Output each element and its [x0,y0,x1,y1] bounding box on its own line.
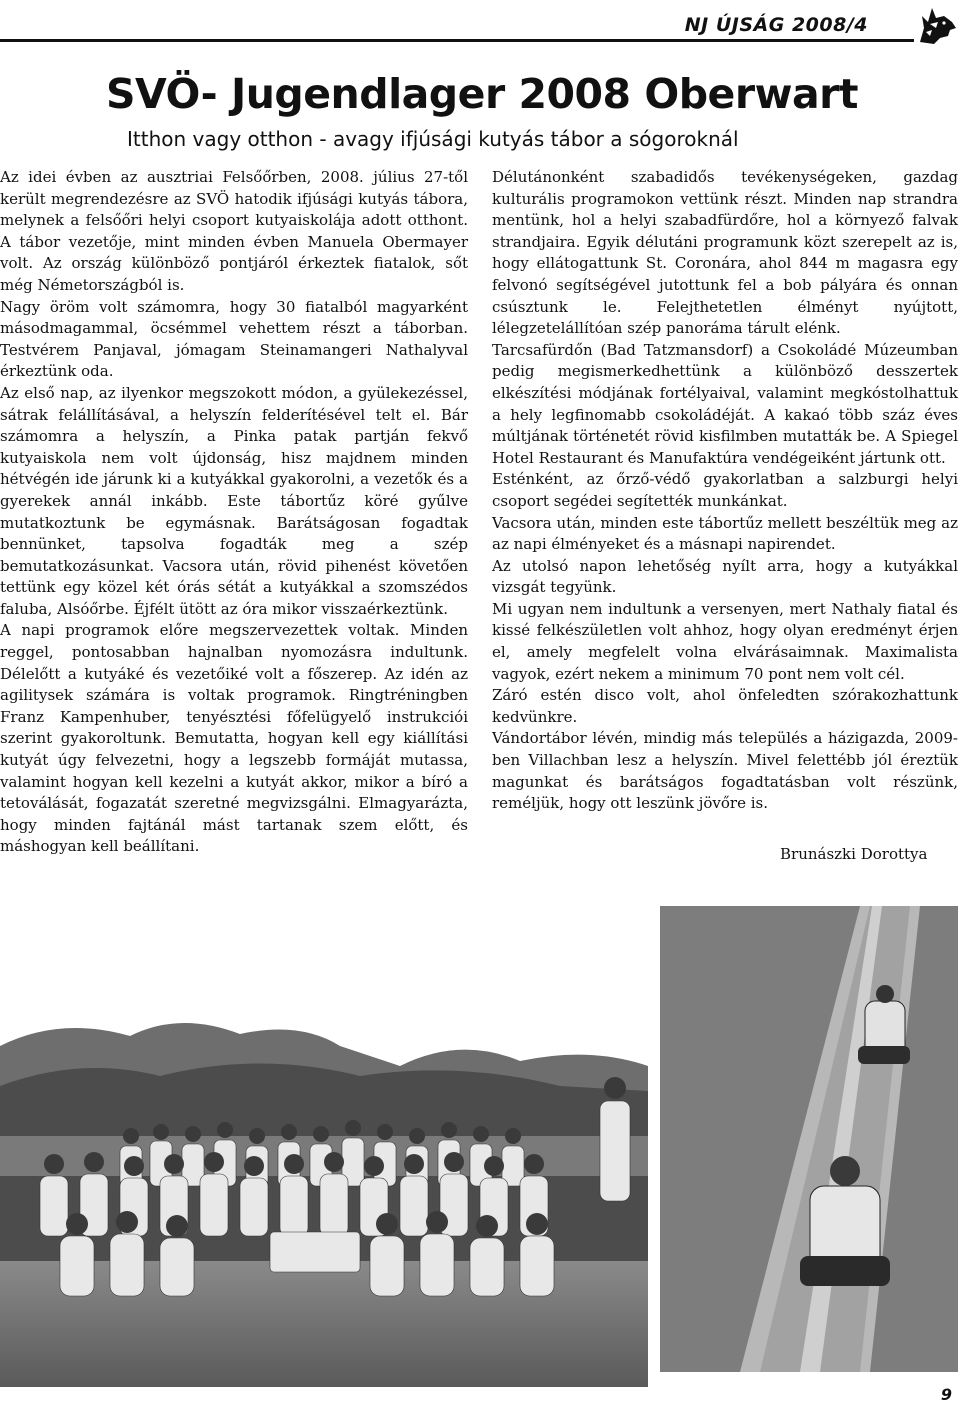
paragraph: Az első nap, az ilyenkor megszokott módon, a gyülekezéssel, sátrak felállításával, a helyszín felderítésével telt el. Bár számomra a helyszín, a Pinka patak partján fekvő kutyaiskola nem volt újdonság, hisz majdnem minden hétvégén ide járunk ki a kutyákkal gyakorolni, a vezetők és a gyerekek annál inkább. Este tábortűz köré gyűlve mutatkoztunk be egymásnak. Barátságosan fogadtak bennünket, tapsolva fogadták meg a szép bemutatkozásunkat. Vacsora után, rövid pihenést követően tettünk egy közel két órás sétát a kutyákkal a szomszédos faluba, Alsóőrbe. Éjfélt ütött az óra mikor visszaérkeztünk. [0,383,468,618]
paragraph: A napi programok előre megszervezettek voltak. Minden reggel, pontosabban hajnalban nyomozásra indultunk. Délelőtt a kutyáké és vezetőiké volt a főszerep. Az idén az agilitysek számára is voltak programok. Ringtréningben Franz Kampenhuber, tenyésztési főfelügyelő instrukciói szerint gyakoroltunk. Bemutatta, hogyan kell egy kiállítási kutyát úgy felvezetni, hogy a legszebb formáját mutassa, valamint hogyan kell kezelni a kutyát akkor, mikor a bíró a tetoválását, fogazatát szeretné megvizsgálni. Elmagyarázta, hogy minden fajtánál mást tartanak szem előtt, és máshogyan kell beállítani. [0,621,468,856]
paragraph: Esténként, az őrző-védő gyakorlatban a salzburgi helyi csoport segédei segítették munkánkat. [492,470,958,510]
publication-title: NJ ÚJSÁG 2008/4 [684,14,868,36]
paragraph: Mi ugyan nem indultunk a versenyen, mert Nathaly fiatal és kissé felkészületlen volt ahhoz, hogy olyan eredményt érjen el, amely megfelelt volna elvárásaimnak. Maximalista vagyok, ezért nekem a minimum 70 pont nem volt cél. [492,599,958,683]
dog-head-icon [914,2,958,46]
paragraph: Tarcsafürdőn (Bad Tatzmansdorf) a Csokoládé Múzeumban pedig megismerkedhettünk a különböző desszertek elkészítési módjának fortélyaival, valamint megkóstolhattuk a hely legfinomabb csokoládéját. A kakaó több száz éves múltjának történetét rövid kisfilmben mutatták be. A Spiegel Hotel Restaurant és Manufaktúra vendégeiként jártunk ott. [492,340,958,467]
left-column [0,167,468,858]
paragraph: Vacsora után, minden este tábortűz mellett beszéltük meg az az napi élményeket és a másnapi napirendet. [492,513,958,554]
bobsled-photo [660,906,958,1372]
paragraph: Vándortábor lévén, mindig más település a házigazda, 2009-ben Villachban lesz a helyszín. Mivel felettébb jól éreztük magunkat és barátságos fogadtatásban volt részünk, reméljük, hogy ott leszünk jövőre is. [492,729,958,813]
paragraph: Nagy öröm volt számomra, hogy 30 fiatalból magyarként másodmagammal, öcsémmel vehettem részt a táborban. Testvérem Panjaval, jómagam Steinamangeri Nathalyval érkeztünk oda. [0,297,468,381]
paragraph: Délutánonként szabadidős tevékenységeken, gazdag kulturális programokon vettünk részt. Minden nap strandra mentünk, hol a helyi szabadfürdőre, hol a környező falvak strandjaira. Egyik délutáni programunk közt szerepelt az is, hogy ellátogattunk St. Coronára, ahol 844 m magasra egy felvonó segítségével jutottunk fel a bob pályára és onnan csúsztunk le. Felejthetetlen élményt nyújtott, lélegzetelállítóan szép panoráma tárult elénk. [492,168,958,338]
paragraph: Záró estén disco volt, ahol önfeledten szórakozhattunk kedvünkre. [492,686,958,726]
paragraph: Az idei évben az ausztriai Felsőőrben, 2008. július 27-től került megrendezésre az SVÖ hatodik ifjúsági kutyás tábora, melynek a felsőőri helyi csoport kutyaiskolája adott otthont. A tábor vezetője, mint minden évben Manuela Obermayer volt. Az ország különböző pontjáról érkeztek fiatalok, sőt még Németországból is. [0,168,468,294]
author-signature: Brunászki Dorottya [780,845,928,863]
header-rule [0,39,914,42]
article-title: SVÖ- Jugendlager 2008 Oberwart [106,70,858,118]
page-number: 9 [940,1385,952,1404]
paragraph: Az utolsó napon lehetőség nyílt arra, hogy a kutyákkal vizsgát tegyünk. [492,556,958,597]
right-column [492,167,958,815]
article-subtitle: Itthon vagy otthon - avagy ifjúsági kutyás tábor a sógoroknál [127,127,739,151]
group-photo [0,1006,648,1387]
